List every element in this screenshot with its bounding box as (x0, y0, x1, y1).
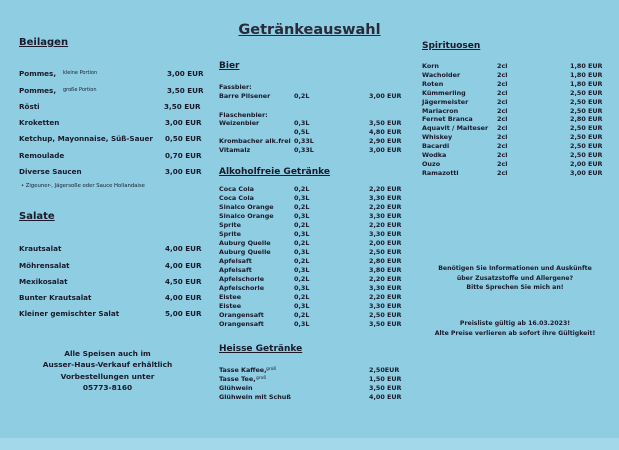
page-title: Getränkeauswahl (238, 22, 381, 38)
price-validity: Preisliste gültig ab 16.03.2023! Alte Preise verlieren ab sofort ihre Gültigkeit! (434, 320, 596, 337)
bottom-strip (0, 438, 619, 450)
flaschenbier-label: Flaschenbier: (219, 111, 268, 119)
takeaway-notice: Alle Speisen auch im Ausser-Haus-Verkauf erhältlich Vorbestellungen unter 05773-8160 (42, 349, 173, 392)
bier-heading: Bier (219, 61, 240, 71)
allergen-info: Benötigen Sie Informationen und Auskünfte über Zusatzstoffe und Allergene? Bitte Sprechen Sie mich an! (438, 265, 592, 291)
alkoholfrei-heading: Alkoholfreie Getränke (219, 167, 330, 177)
beilagen-footnote: • Zigeuner-, Jägersoße oder Sauce Hollandaise (21, 183, 145, 189)
spirituosen-heading: Spirituosen (422, 41, 481, 51)
beilagen-heading: Beilagen (19, 37, 69, 48)
heisse-heading: Heisse Getränke (219, 344, 303, 354)
salate-heading: Salate (19, 211, 55, 222)
fassbier-label: Fassbier: (219, 83, 252, 91)
